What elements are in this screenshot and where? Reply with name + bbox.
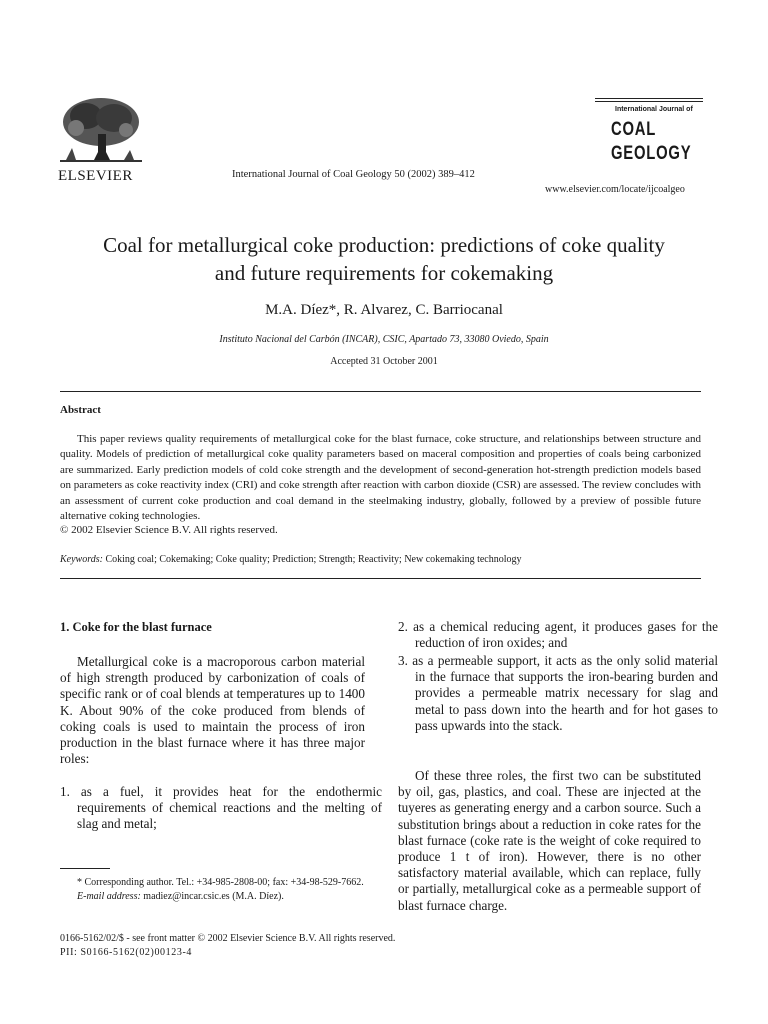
pii-line: PII: S0166-5162(02)00123-4: [60, 947, 192, 958]
authors: M.A. Díez*, R. Alvarez, C. Barriocanal: [265, 302, 503, 318]
journal-logo-caption: International Journal of: [615, 106, 693, 113]
abstract-text: This paper reviews quality requirements of metallurgical coke for the blast furnace, coke structure, and relationships between structure and quality. Models of prediction of metallurgical coke quality parameters based on maceral composition and properties of coals being carbonized are summarized. Early prediction models of cold coke strength and the development of second-generation hot-strength prediction models based on parameters as coke reactivity index (CRI) and coke strength after reaction with carbon dioxide (CSR) are assessed. The review concludes with an assessment of current coke production and coal demand in the steelmaking industry, globally, followed by a preview of possible future alternative coking technologies.: [60, 433, 701, 523]
title-line-1: Coal for metallurgical coke production: predictions of coke quality: [103, 233, 665, 257]
affiliation: Instituto Nacional del Carbón (INCAR), CSIC, Apartado 73, 33080 Oviedo, Spain: [219, 334, 549, 345]
divider-top: [60, 391, 701, 392]
journal-citation: International Journal of Coal Geology 50 (2002) 389–412: [232, 169, 475, 180]
publisher-name: ELSEVIER: [58, 168, 133, 184]
footnote-divider: [60, 868, 110, 869]
abstract-copyright: © 2002 Elsevier Science B.V. All rights reserved.: [60, 524, 278, 536]
email-value[interactable]: madiez@incar.csic.es (M.A. Díez).: [143, 891, 284, 902]
abstract-heading: Abstract: [60, 404, 101, 416]
keywords: [60, 554, 522, 565]
footnote-email: [60, 890, 365, 904]
body-paragraph-1: Metallurgical coke is a macroporous carbon material of high strength produced by carbonization of coals of specific rank or of coal blends at temperatures up to 1400 K. About 90% of the coke produced from blends of coking coals is used to maintain the process of iron production in the blast furnace where it has three major roles:: [60, 654, 365, 767]
footnote-corresponding: [60, 876, 365, 904]
article-title: [40, 231, 728, 287]
list-item-2: 2. as a chemical reducing agent, it produces gases for the reduction of iron oxides; and: [398, 619, 718, 651]
accepted-date: Accepted 31 October 2001: [330, 356, 438, 367]
issn-line: 0166-5162/02/$ - see front matter © 2002 Elsevier Science B.V. All rights reserved.: [60, 933, 396, 944]
journal-logo-coal: COAL: [611, 119, 657, 140]
body-paragraph-2: Of these three roles, the first two can be substituted by oil, gas, plastics, and coal. These are injected at the tuyeres as generating energy and a carbon source. Such a substitution brings about a reduction in coke rates for the blast furnace (coke rate is the weight of coke required to produce 1 t of iron). However, there is no other satisfactory material available, which can replace, fully or partially, metallurgical coke as a permeable support of blast furnace charge.: [398, 768, 701, 913]
footnote-corresponding-text: * Corresponding author. Tel.: +34-985-2808-00; fax: +34-98-529-7662.: [77, 877, 364, 888]
keywords-list: Coking coal; Cokemaking; Coke quality; Prediction; Strength; Reactivity; New cokemaking technology: [105, 554, 522, 565]
keywords-label: Keywords:: [60, 554, 103, 565]
list-item-3: 3. as a permeable support, it acts as the only solid material in the furnace that supports the iron-bearing burden and provides a permeable matrix necessary for slag and metal to pass down into the hearth and for hot gases to pass upwards into the stack.: [398, 653, 718, 733]
section-heading: 1. Coke for the blast furnace: [60, 620, 212, 634]
journal-logo: [595, 98, 703, 170]
email-label: E-mail address:: [77, 891, 141, 902]
list-item-1: 1. as a fuel, it provides heat for the endothermic requirements of chemical reactions and the melting of slag and metal;: [60, 784, 382, 832]
title-line-2: and future requirements for cokemaking: [214, 261, 554, 285]
journal-url[interactable]: www.elsevier.com/locate/ijcoalgeo: [545, 184, 685, 195]
divider-bottom: [60, 578, 701, 579]
journal-logo-geology: GEOLOGY: [611, 143, 692, 164]
